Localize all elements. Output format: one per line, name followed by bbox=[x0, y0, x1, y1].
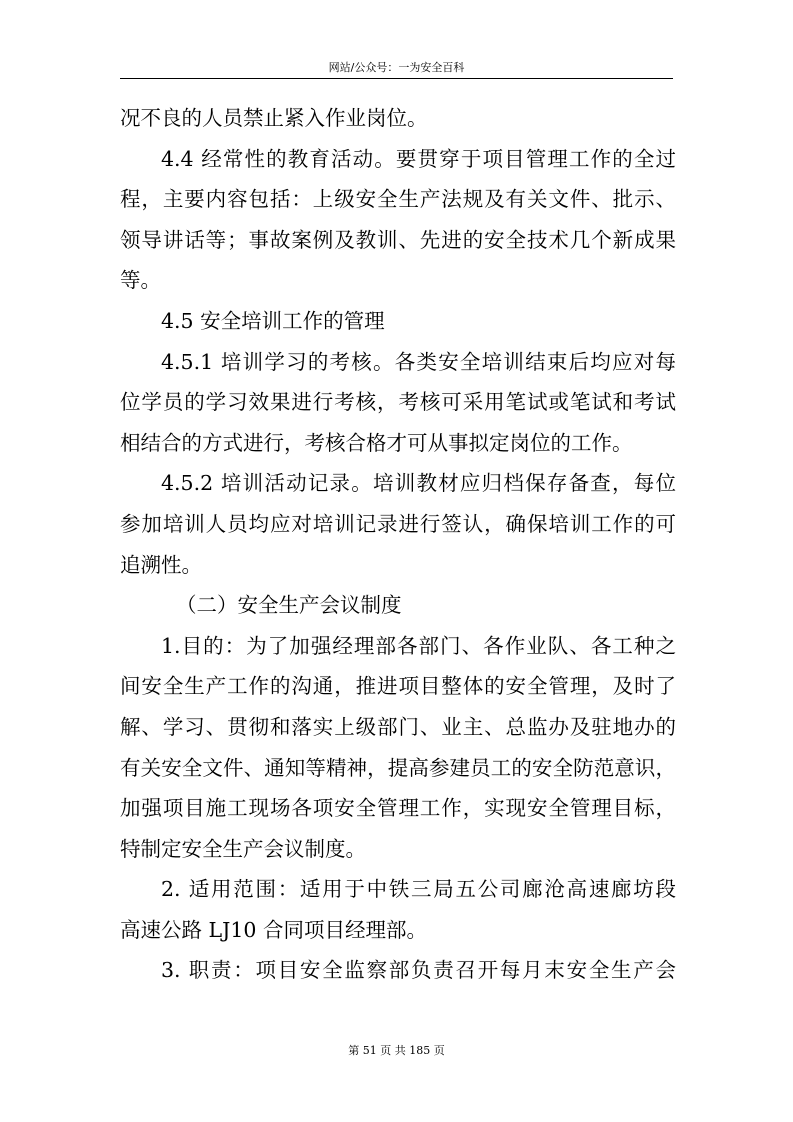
paragraph-line: 解、学习、贯彻和落实上级部门、业主、总监办及驻地办的 bbox=[120, 714, 676, 739]
paragraph-line: 况不良的人员禁止紧入作业岗位。 bbox=[120, 106, 428, 130]
section-heading: （二）安全生产会议制度 bbox=[176, 593, 402, 618]
paragraph-line: 领导讲话等；事故案例及教训、先进的安全技术几个新成果 bbox=[120, 227, 676, 252]
paragraph-line: 1.目的：为了加强经理部各部门、各作业队、各工种之 bbox=[161, 633, 676, 658]
page-footer: 第 51 页 共 185 页 bbox=[348, 1044, 445, 1057]
section-heading: 4.5 安全培训工作的管理 bbox=[161, 308, 385, 333]
paragraph-line: 参加培训人员均应对培训记录进行签认，确保培训工作的可 bbox=[120, 511, 676, 536]
paragraph-line: 4.4 经常性的教育活动。要贯穿于项目管理工作的全过 bbox=[161, 146, 676, 171]
paragraph-line: 3. 职责：项目安全监察部负责召开每月末安全生产会 bbox=[161, 958, 676, 983]
paragraph-line: 高速公路 LJ10 合同项目经理部。 bbox=[120, 917, 427, 942]
paragraph-line: 位学员的学习效果进行考核，考核可采用笔试或笔试和考试 bbox=[120, 390, 676, 415]
paragraph-line: 间安全生产工作的沟通，推进项目整体的安全管理，及时了 bbox=[120, 674, 676, 699]
paragraph-line: 特制定安全生产会议制度。 bbox=[120, 836, 366, 861]
paragraph-line: 相结合的方式进行，考核合格才可从事拟定岗位的工作。 bbox=[120, 430, 633, 455]
paragraph-line: 加强项目施工现场各项安全管理工作，实现安全管理目标， bbox=[120, 796, 676, 821]
paragraph-line: 2. 适用范围：适用于中铁三局五公司廊沧高速廊坊段 bbox=[161, 877, 676, 902]
paragraph-line: 4.5.1 培训学习的考核。各类安全培训结束后均应对每 bbox=[161, 349, 676, 374]
paragraph-line: 程，主要内容包括：上级安全生产法规及有关文件、批示、 bbox=[120, 187, 676, 212]
document-body bbox=[120, 98, 676, 991]
header-rule bbox=[120, 78, 673, 79]
paragraph-line: 追溯性。 bbox=[120, 552, 202, 577]
paragraph-line: 有关安全文件、通知等精神，提高参建员工的安全防范意识， bbox=[120, 755, 676, 780]
page-header: 网站/公众号：一为安全百科 bbox=[328, 61, 465, 74]
paragraph-line: 等。 bbox=[120, 268, 161, 293]
paragraph-line: 4.5.2 培训活动记录。培训教材应归档保存备查，每位 bbox=[161, 471, 676, 496]
